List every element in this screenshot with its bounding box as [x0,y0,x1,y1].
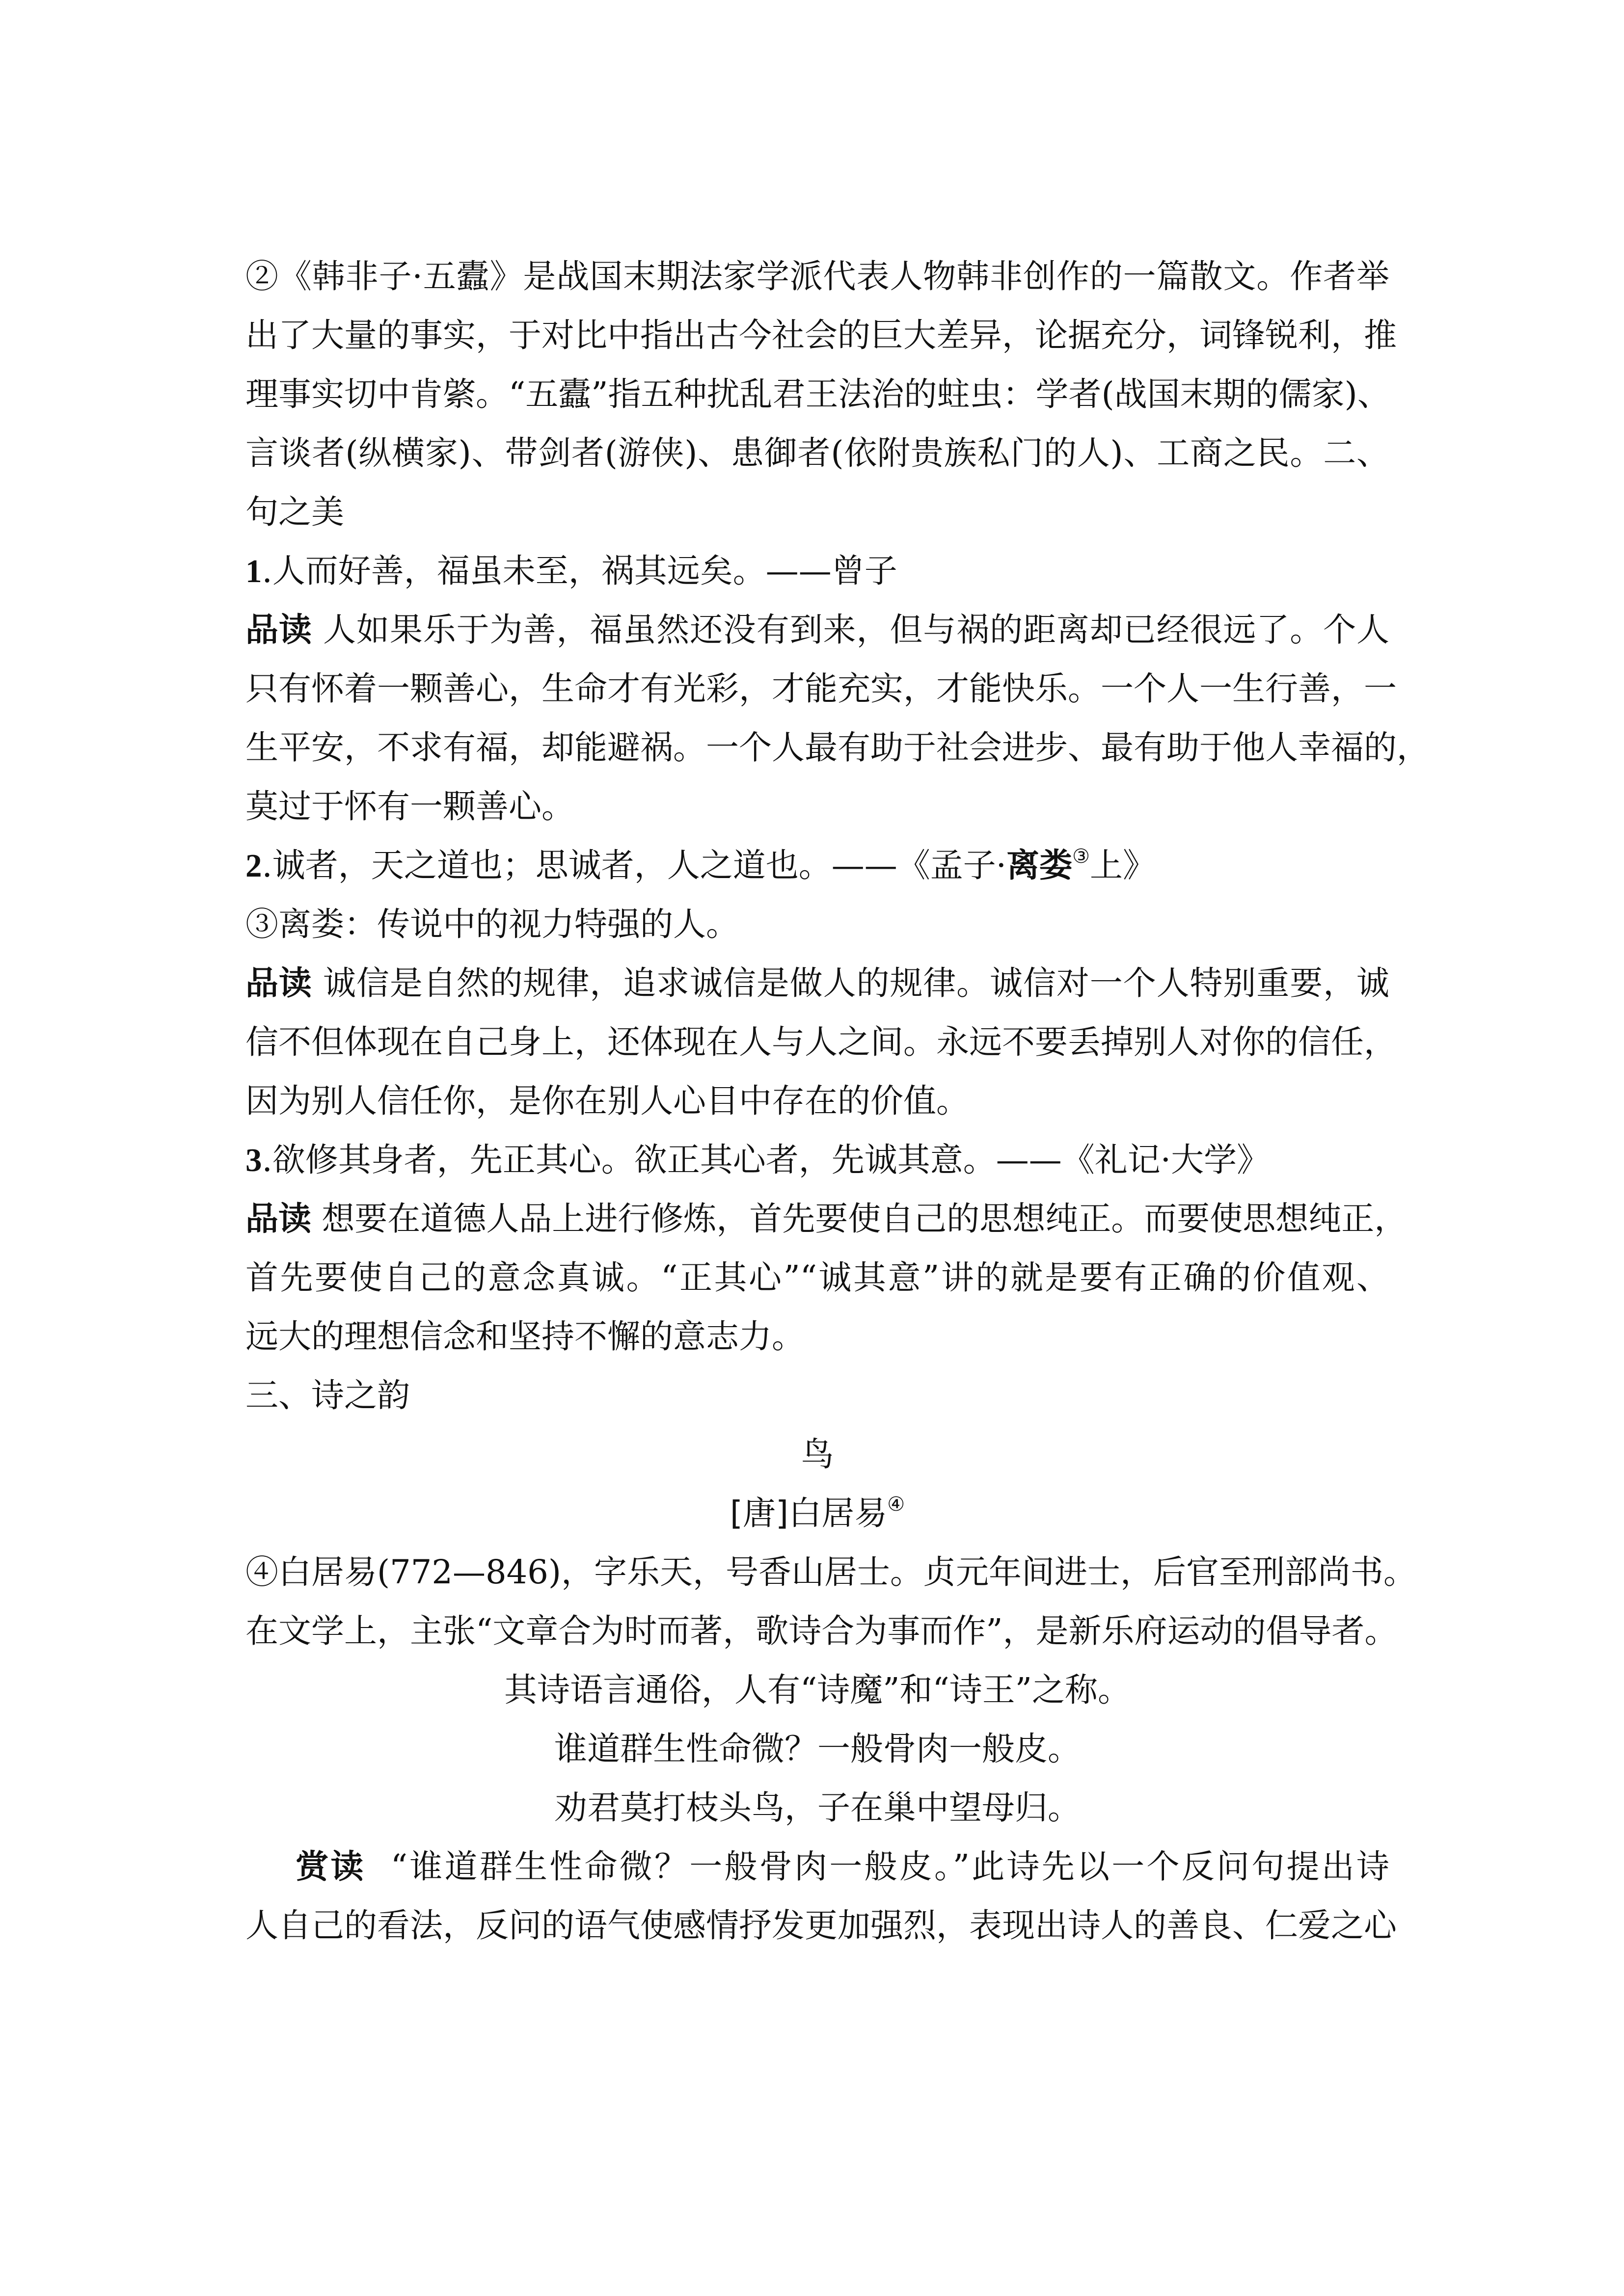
reading-1-line-3: 生平安，不求有福，却能避祸。一个人最有助于社会进步、最有助于他人幸福的， [245,728,1430,767]
poem-verse-1: 谁道群生性命微？一般骨肉一般皮。 [554,1730,1081,1768]
reading-2-line-3: 因为别人信任你，是你在别人心目中存在的价值。 [245,1082,969,1120]
note-4-line-3: 其诗语言通俗，人有“诗魔”和“诗王”之称。 [504,1671,1131,1709]
reading-label: 品读 [245,1200,311,1238]
note-4-line-1: ④白居易(772—846)，字乐天，号香山居士。贞元年间进士，后官至刑部尚书。 [245,1553,1417,1591]
note-2-line-2: 出了大量的事实，于对比中指出古今社会的巨大差异，论据充分，词锋锐利，推 [245,316,1397,354]
poem-verse-2: 劝君莫打枝头鸟，子在巢中望母归。 [554,1789,1081,1827]
sentence-3 [245,1138,1389,1182]
sentence-1 [245,549,1389,593]
reading-3-line-1 [245,1197,1407,1241]
poem-title: 鸟 [801,1435,834,1473]
footnote-mark-3: ③ [1072,845,1090,868]
appreciation-line-2: 人自己的看法，反问的语气使感情抒发更加强烈，表现出诗人的善良、仁爱之心 [245,1906,1397,1945]
reading-2-line-2: 信不但体现在自己身上，还体现在人与人之间。永远不要丢掉别人对你的信任， [245,1023,1397,1061]
sentence-2-term: 离娄 [1006,846,1073,884]
sentence-2-text-end: 上》 [1089,846,1156,884]
reading-2-line-1 [245,961,1389,1005]
section-heading: 三、诗之韵 [245,1376,410,1415]
reading-label: 品读 [245,964,312,1002]
appreciation-text: “谁道群生性命微？一般骨肉一般皮。”此诗先以一个反问句提出诗 [390,1847,1389,1886]
reading-1-line-4: 莫过于怀有一颗善心。 [245,787,574,826]
reading-1-line-2: 只有怀着一颗善心，生命才有光彩，才能充实，才能快乐。一个人一生行善，一 [245,669,1397,708]
poem-author-name: [唐]白居易 [730,1494,888,1532]
note-2-line-5: 句之美 [245,493,344,531]
reading-3-line-3: 远大的理想信念和坚持不懈的意志力。 [245,1317,805,1356]
footnote-mark-4: ④ [887,1493,905,1516]
note-4-line-2: 在文学上，主张“文章合为时而著，歌诗合为事而作”，是新乐府运动的倡导者。 [245,1612,1398,1650]
reading-label: 品读 [245,611,312,649]
sentence-2-text: .诚者，天之道也；思诚者，人之道也。——《孟子· [262,846,1007,884]
sentence-1-text: .人而好善，福虽未至，祸其远矣。——曾子 [262,552,897,590]
poem-author [245,1491,1389,1535]
sentence-1-number: 1 [245,553,262,589]
reading-3-text: 想要在道德人品上进行修炼，首先要使自己的思想纯正。而要使思想纯正， [322,1200,1407,1238]
note-2-line-1: ②《韩非子·五蠹》是战国末期法家学派代表人物韩非创作的一篇散文。作者举 [245,257,1389,295]
note-2-line-3: 理事实切中肯綮。“五蠹”指五种扰乱君王法治的蛀虫：学者(战国末期的儒家)、 [245,375,1390,413]
reading-2-text: 诚信是自然的规律，追求诚信是做人的规律。诚信对一个人特别重要，诚 [323,964,1389,1002]
sentence-2-number: 2 [245,848,262,884]
reading-3-line-2: 首先要使自己的意念真诚。“正其心”“诚其意”讲的就是要有正确的价值观、 [245,1258,1389,1297]
note-3: ③离娄：传说中的视力特强的人。 [245,905,739,943]
sentence-3-number: 3 [245,1142,262,1178]
sentence-3-text: .欲修其身者，先正其心。欲正其心者，先诚其意。——《礼记·大学》 [262,1141,1270,1179]
note-2-line-4: 言谈者(纵横家)、带剑者(游侠)、患御者(依附贵族私门的人)、工商之民。二、 [245,434,1389,472]
reading-1-text: 人如果乐于为善，福虽然还没有到来，但与祸的距离却已经很远了。个人 [323,611,1389,649]
appreciation-label: 赏读 [296,1847,366,1886]
sentence-2 [245,843,1389,888]
reading-1-line-1 [245,608,1389,652]
appreciation-line-1 [245,1844,1389,1889]
